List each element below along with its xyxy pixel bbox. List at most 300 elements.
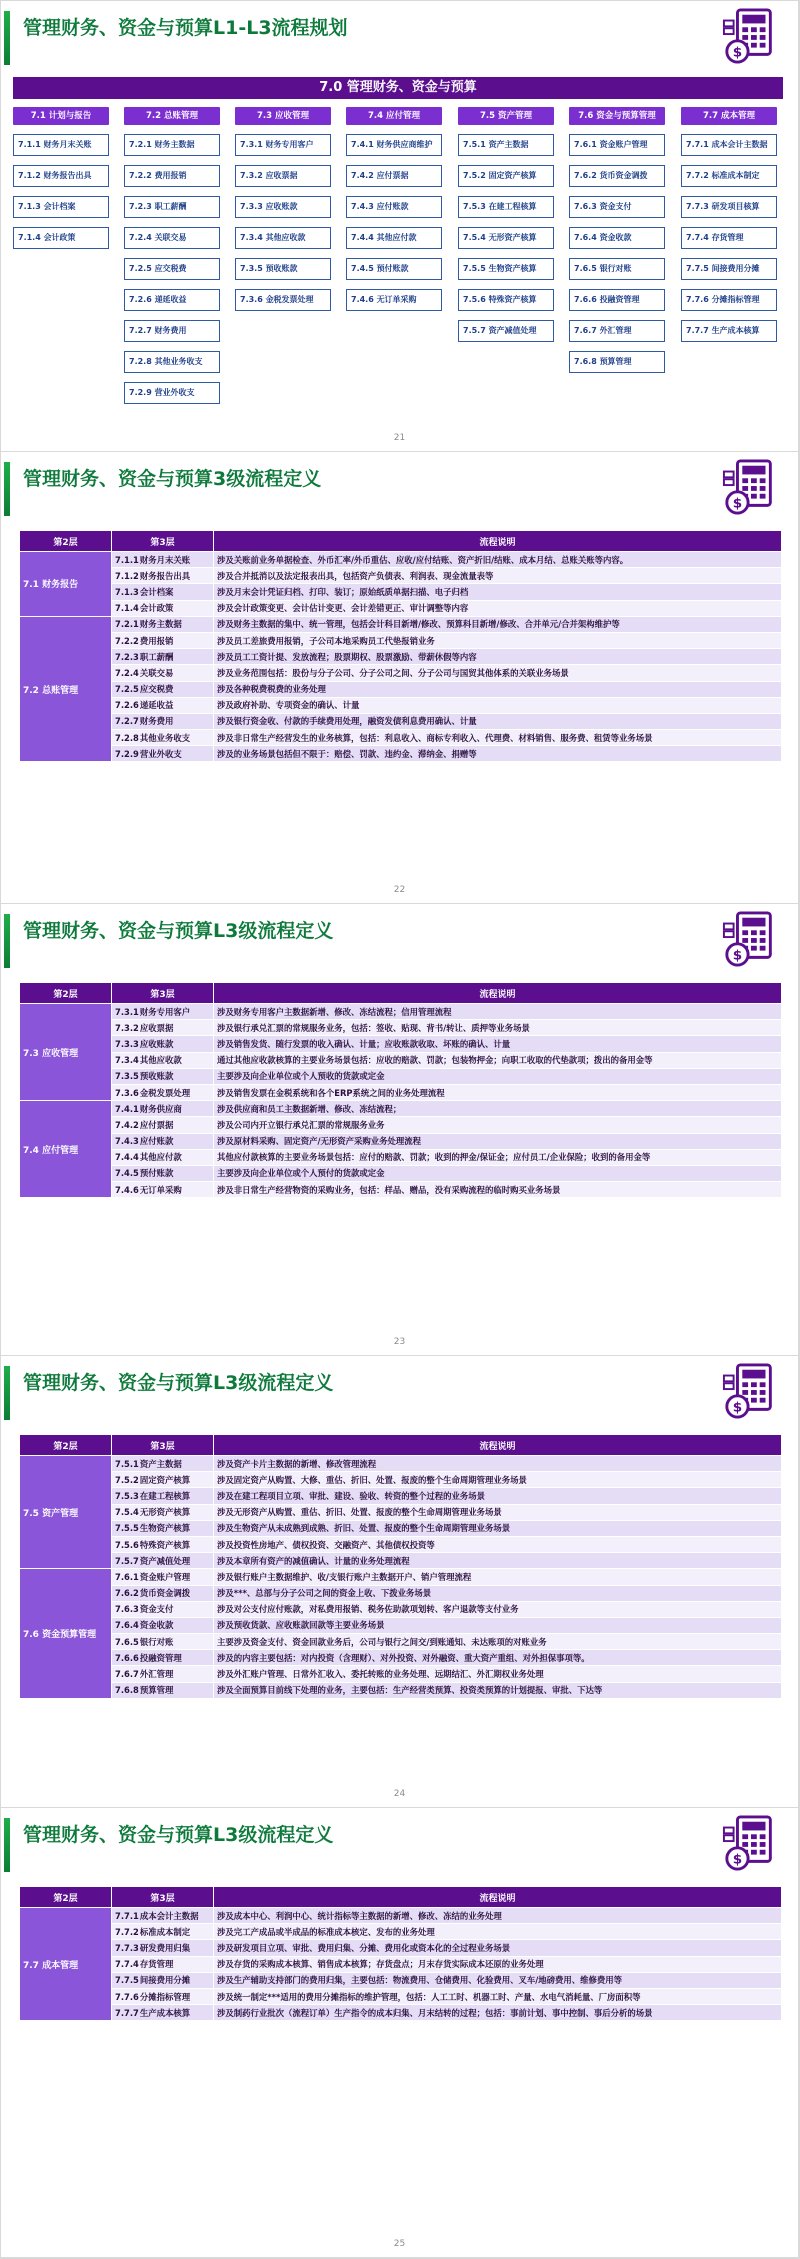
process-name: 银行对账 xyxy=(139,1636,174,1647)
level-3-cell xyxy=(112,1908,214,1924)
l3-process-box: 7.5.4 无形资产核算 xyxy=(458,227,554,249)
process-name: 应收票据 xyxy=(139,1022,174,1033)
table-row xyxy=(20,2005,782,2021)
process-code: 7.3.3 xyxy=(115,1038,139,1049)
process-name: 生物资产核算 xyxy=(139,1523,191,1534)
table-row xyxy=(20,1617,782,1633)
level-2-cell: 7.6 资金预算管理 xyxy=(20,1569,112,1699)
process-name: 其他应付款 xyxy=(139,1152,182,1163)
l3-process-box: 7.6.1 资金账户管理 xyxy=(569,134,665,156)
process-name: 在建工程核算 xyxy=(139,1490,191,1501)
process-name: 资产主数据 xyxy=(139,1458,182,1469)
l2-column xyxy=(346,107,442,311)
l2-column-header: 7.6 资金与预算管理 xyxy=(569,107,665,125)
process-name: 资金账户管理 xyxy=(139,1571,191,1582)
level-3-cell xyxy=(112,1666,214,1682)
process-name: 资金收款 xyxy=(139,1620,174,1631)
process-description: 涉及生产辅助支持部门的费用归集，主要包括：物流费用、仓储费用、化验费用、叉车/地磅费用、维修费用等 xyxy=(214,1972,782,1988)
process-name: 财务主数据 xyxy=(139,619,182,630)
level-3-cell xyxy=(112,1682,214,1698)
level-3-cell xyxy=(112,1940,214,1956)
l3-process-box: 7.1.3 会计档案 xyxy=(13,196,109,218)
level-2-cell: 7.1 财务报告 xyxy=(20,552,112,617)
process-code: 7.3.5 xyxy=(115,1071,139,1082)
l3-process-box: 7.6.7 外汇管理 xyxy=(569,320,665,342)
level-3-cell xyxy=(112,1504,214,1520)
l3-process-box: 7.4.3 应付账款 xyxy=(346,196,442,218)
l3-process-box: 7.3.1 财务专用客户 xyxy=(235,134,331,156)
process-code: 7.1.1 xyxy=(115,554,139,565)
table-row xyxy=(20,1084,782,1100)
table-row xyxy=(20,1052,782,1068)
process-code: 7.4.6 xyxy=(115,1184,139,1195)
process-description: 涉及公司内开立银行承兑汇票的常规服务业务 xyxy=(214,1117,782,1133)
process-description: 涉及业务范围包括：股份与分子公司、分子公司之间、分子公司与国贸其他体系的关联业务场景 xyxy=(214,665,782,681)
l3-process-box: 7.5.5 生物资产核算 xyxy=(458,258,554,280)
level-3-cell xyxy=(112,665,214,681)
process-description: 涉及员工工资计提、发放流程；股票期权、股票激励、带薪休假等内容 xyxy=(214,649,782,665)
table-row xyxy=(20,649,782,665)
process-name: 财务费用 xyxy=(139,716,174,727)
l3-process-box: 7.5.6 特殊资产核算 xyxy=(458,289,554,311)
process-table xyxy=(19,1886,782,2021)
process-code: 7.1.4 xyxy=(115,603,139,614)
calculator-finance-icon xyxy=(722,1362,780,1420)
l3-process-box: 7.5.1 资产主数据 xyxy=(458,134,554,156)
level-3-cell xyxy=(112,1634,214,1650)
l3-process-box: 7.7.1 成本会计主数据 xyxy=(681,134,777,156)
level-3-cell xyxy=(112,1068,214,1084)
l3-process-box: 7.6.6 投融资管理 xyxy=(569,289,665,311)
table-row xyxy=(20,1149,782,1165)
process-code: 7.5.2 xyxy=(115,1474,139,1485)
l3-process-box: 7.3.6 金税发票处理 xyxy=(235,289,331,311)
table-row xyxy=(20,1908,782,1924)
process-description: 涉及固定资产从购置、大修、重估、折旧、处置、报废的整个生命周期管理业务场景 xyxy=(214,1472,782,1488)
l3-process-box: 7.6.8 预算管理 xyxy=(569,351,665,373)
level-3-cell xyxy=(112,697,214,713)
process-name: 财务月末关账 xyxy=(139,554,191,565)
calculator-finance-icon xyxy=(722,7,780,65)
process-table xyxy=(19,982,782,1198)
process-code: 7.4.4 xyxy=(115,1152,139,1163)
process-description: 涉及原材料采购、固定资产/无形资产采购业务处理流程 xyxy=(214,1133,782,1149)
l3-process-box: 7.4.1 财务供应商维护 xyxy=(346,134,442,156)
l3-process-box: 7.3.3 应收账款 xyxy=(235,196,331,218)
process-description: 涉及的业务场景包括但不限于：赔偿、罚款、违约金、滞纳金、捐赠等 xyxy=(214,746,782,762)
table-row xyxy=(20,1101,782,1117)
process-name: 营业外收支 xyxy=(139,748,182,759)
table-row xyxy=(20,600,782,616)
l2-column xyxy=(13,107,109,249)
level-3-cell xyxy=(112,713,214,729)
table-row xyxy=(20,1165,782,1181)
slide-title: 管理财务、资金与预算L3级流程定义 xyxy=(23,920,334,942)
slide-1 xyxy=(1,1,798,451)
level-3-cell xyxy=(112,1020,214,1036)
title-accent-bar xyxy=(4,914,10,968)
l3-process-box: 7.5.3 在建工程核算 xyxy=(458,196,554,218)
title-accent-bar xyxy=(4,462,10,516)
process-code: 7.6.2 xyxy=(115,1588,139,1599)
header-description: 流程说明 xyxy=(214,1435,782,1456)
process-description: 涉及月末会计凭证归档、打印、装订；原始纸质单据扫描、电子归档 xyxy=(214,584,782,600)
header-level-3: 第3层 xyxy=(112,983,214,1004)
l3-process-box: 7.6.4 资金收款 xyxy=(569,227,665,249)
l3-process-box: 7.1.1 财务月末关账 xyxy=(13,134,109,156)
table-row xyxy=(20,1472,782,1488)
process-description: 涉及生物资产从未成熟到成熟、折旧、处置、报废的整个生命周期管理业务场景 xyxy=(214,1520,782,1536)
process-name: 会计档案 xyxy=(139,586,174,597)
l3-process-box: 7.2.5 应交税费 xyxy=(124,258,220,280)
process-name: 其他应收款 xyxy=(139,1055,182,1066)
table-row xyxy=(20,1956,782,1972)
process-description: 主要涉及向企业单位或个人预收的货款或定金 xyxy=(214,1068,782,1084)
level-3-cell xyxy=(112,1488,214,1504)
process-code: 7.2.8 xyxy=(115,732,139,743)
process-code: 7.5.6 xyxy=(115,1539,139,1550)
process-code: 7.5.7 xyxy=(115,1555,139,1566)
process-code: 7.6.6 xyxy=(115,1652,139,1663)
level-3-cell xyxy=(112,584,214,600)
level-2-cell: 7.2 总账管理 xyxy=(20,616,112,762)
l3-process-box: 7.7.5 间接费用分摊 xyxy=(681,258,777,280)
level-3-cell xyxy=(112,1617,214,1633)
process-description: 通过其他应收款核算的主要业务场景包括：应收的赔款、罚款；包装物押金；向职工收取的代垫款项；拨出的备用金等 xyxy=(214,1052,782,1068)
process-name: 财务专用客户 xyxy=(139,1006,191,1017)
l3-process-box: 7.4.5 预付账款 xyxy=(346,258,442,280)
title-accent-bar xyxy=(4,1366,10,1420)
table-row xyxy=(20,1068,782,1084)
l2-column xyxy=(458,107,554,342)
table-row xyxy=(20,665,782,681)
table-row xyxy=(20,552,782,568)
process-description: 涉及投资性房地产、债权投资、交融资产、其他债权投资等 xyxy=(214,1536,782,1552)
process-code: 7.6.4 xyxy=(115,1620,139,1631)
process-description: 涉及银行承兑汇票的常规服务业务，包括：签收、贴现、背书/转让、质押等业务场景 xyxy=(214,1020,782,1036)
level-3-cell xyxy=(112,552,214,568)
table-row xyxy=(20,1520,782,1536)
level-3-cell xyxy=(112,1052,214,1068)
level-3-cell xyxy=(112,1117,214,1133)
process-description: 涉及银行资金收、付款的手续费用处理，融资发债利息费用确认、计量 xyxy=(214,713,782,729)
process-name: 研发费用归集 xyxy=(139,1942,191,1953)
process-code: 7.6.7 xyxy=(115,1669,139,1680)
process-code: 7.5.4 xyxy=(115,1507,139,1518)
process-name: 应收账款 xyxy=(139,1038,174,1049)
process-name: 应付票据 xyxy=(139,1119,174,1130)
table-row xyxy=(20,1650,782,1666)
process-code: 7.4.1 xyxy=(115,1103,139,1114)
process-name: 资金支付 xyxy=(139,1604,174,1615)
process-name: 会计政策 xyxy=(139,603,174,614)
process-code: 7.3.6 xyxy=(115,1087,139,1098)
table-row xyxy=(20,616,782,632)
l3-process-box: 7.2.4 关联交易 xyxy=(124,227,220,249)
l3-process-box: 7.2.8 其他业务收支 xyxy=(124,351,220,373)
level-3-cell xyxy=(112,1520,214,1536)
process-description: 涉及各种税费税费的业务处理 xyxy=(214,681,782,697)
table-row xyxy=(20,1488,782,1504)
page-number: 25 xyxy=(393,2239,406,2249)
l2-column xyxy=(569,107,665,373)
l3-process-box: 7.2.1 财务主数据 xyxy=(124,134,220,156)
level-2-cell: 7.4 应付管理 xyxy=(20,1101,112,1198)
process-name: 其他业务收支 xyxy=(139,732,191,743)
l3-process-box: 7.6.3 资金支付 xyxy=(569,196,665,218)
process-name: 无形资产核算 xyxy=(139,1507,191,1518)
header-level-2: 第2层 xyxy=(20,1435,112,1456)
table-row xyxy=(20,1456,782,1472)
process-description: 涉及外汇账户管理、日常外汇收入、委托转账的业务处理、远期结汇、外汇期权业务处理 xyxy=(214,1666,782,1682)
table-row xyxy=(20,730,782,746)
table-row xyxy=(20,1036,782,1052)
l2-column-header: 7.5 资产管理 xyxy=(458,107,554,125)
l2-column xyxy=(124,107,220,404)
process-name: 生产成本核算 xyxy=(139,2007,191,2018)
process-name: 标准成本制定 xyxy=(139,1926,191,1937)
l3-process-box: 7.2.9 营业外收支 xyxy=(124,382,220,404)
process-description: 涉及供应商和员工主数据新增、修改、冻结流程； xyxy=(214,1101,782,1117)
level-3-cell xyxy=(112,1536,214,1552)
process-name: 间接费用分摊 xyxy=(139,1975,191,1986)
process-name: 预付账款 xyxy=(139,1168,174,1179)
table-row xyxy=(20,1182,782,1198)
l3-process-box: 7.6.2 货币资金调拨 xyxy=(569,165,665,187)
level-2-cell: 7.5 资产管理 xyxy=(20,1456,112,1569)
header-level-2: 第2层 xyxy=(20,531,112,552)
level-3-cell xyxy=(112,1972,214,1988)
process-description: 涉及在建工程项目立项、审批、建设、验收、转资的整个过程的业务场景 xyxy=(214,1488,782,1504)
slide-3 xyxy=(1,904,798,1355)
header-level-3: 第3层 xyxy=(112,1435,214,1456)
l2-column-header: 7.4 应付管理 xyxy=(346,107,442,125)
process-code: 7.4.3 xyxy=(115,1136,139,1147)
table-row xyxy=(20,1133,782,1149)
page-number: 23 xyxy=(393,1337,406,1347)
l2-column-header: 7.1 计划与报告 xyxy=(13,107,109,125)
table-row xyxy=(20,1004,782,1020)
l2-column-header: 7.7 成本管理 xyxy=(681,107,777,125)
slide-title: 管理财务、资金与预算3级流程定义 xyxy=(23,468,322,490)
process-description: 涉及销售发货、随行发票的收入确认、计量；应收账款收取、坏账的确认、计量 xyxy=(214,1036,782,1052)
l3-process-box: 7.7.7 生产成本核算 xyxy=(681,320,777,342)
process-name: 财务供应商 xyxy=(139,1103,182,1114)
process-code: 7.7.4 xyxy=(115,1959,139,1970)
process-description: 涉及资产卡片主数据的新增、修改管理流程 xyxy=(214,1456,782,1472)
l2-column xyxy=(235,107,331,311)
level-2-cell: 7.7 成本管理 xyxy=(20,1908,112,2021)
process-description: 主要涉及资金支付、资金回款业务后，公司与银行之间交/到账通知、未达账项的对账业务 xyxy=(214,1634,782,1650)
level-3-cell xyxy=(112,1553,214,1569)
process-name: 关联交易 xyxy=(139,667,174,678)
level-3-cell xyxy=(112,1149,214,1165)
l2-column-header: 7.2 总账管理 xyxy=(124,107,220,125)
table-row xyxy=(20,1536,782,1552)
table-row xyxy=(20,746,782,762)
level-3-cell xyxy=(112,1472,214,1488)
table-row xyxy=(20,1585,782,1601)
process-description: 涉及财务专用客户主数据新增、修改、冻结流程；信用管理流程 xyxy=(214,1004,782,1020)
level-3-cell xyxy=(112,1182,214,1198)
table-row xyxy=(20,1504,782,1520)
process-description: 涉及非日常生产经营物资的采购业务，包括：样品、赠品，没有采购流程的临时购买业务场景 xyxy=(214,1182,782,1198)
level-3-cell xyxy=(112,1456,214,1472)
process-description: 涉及完工产成品或半成品的标准成本核定、发布的业务处理 xyxy=(214,1924,782,1940)
table-row xyxy=(20,697,782,713)
process-code: 7.2.5 xyxy=(115,684,139,695)
l3-process-box: 7.7.6 分摊指标管理 xyxy=(681,289,777,311)
process-code: 7.1.2 xyxy=(115,570,139,581)
table-row xyxy=(20,1553,782,1569)
l3-process-box: 7.2.7 财务费用 xyxy=(124,320,220,342)
level-3-cell xyxy=(112,1133,214,1149)
process-code: 7.2.7 xyxy=(115,716,139,727)
process-description: 涉及制药行业批次（流程订单）生产指令的成本归集、月末结转的过程；包括：事前计划、事中控制、事后分析的场景 xyxy=(214,2005,782,2021)
table-row xyxy=(20,632,782,648)
process-name: 固定资产核算 xyxy=(139,1474,191,1485)
process-code: 7.2.1 xyxy=(115,619,139,630)
slide-title: 管理财务、资金与预算L3级流程定义 xyxy=(23,1824,334,1846)
table-row xyxy=(20,1117,782,1133)
level-3-cell xyxy=(112,746,214,762)
process-description: 涉及无形资产从购置、重估、折旧、处置、报废的整个生命周期管理业务场景 xyxy=(214,1504,782,1520)
process-table xyxy=(19,530,782,762)
process-description: 涉及银行账户主数据维护、收/支银行账户主数据开户、销户管理流程 xyxy=(214,1569,782,1585)
process-code: 7.7.5 xyxy=(115,1975,139,1986)
table-row xyxy=(20,568,782,584)
process-code: 7.3.1 xyxy=(115,1006,139,1017)
table-row xyxy=(20,1020,782,1036)
l3-process-box: 7.5.2 固定资产核算 xyxy=(458,165,554,187)
level-3-cell xyxy=(112,1004,214,1020)
process-name: 应交税费 xyxy=(139,684,174,695)
process-code: 7.6.1 xyxy=(115,1571,139,1582)
process-code: 7.7.7 xyxy=(115,2007,139,2018)
level-3-cell xyxy=(112,600,214,616)
process-description: 涉及存货的采购成本核算、销售成本核算；存货盘点；月末存货实际成本还原的业务处理 xyxy=(214,1956,782,1972)
table-row xyxy=(20,1634,782,1650)
process-name: 无订单采购 xyxy=(139,1184,182,1195)
process-description: 涉及成本中心、利润中心、统计指标等主数据的新增、修改、冻结的业务处理 xyxy=(214,1908,782,1924)
slide-title: 管理财务、资金与预算L1-L3流程规划 xyxy=(23,17,348,39)
table-row xyxy=(20,1988,782,2004)
process-code: 7.4.5 xyxy=(115,1168,139,1179)
process-code: 7.7.6 xyxy=(115,1991,139,2002)
slide-title: 管理财务、资金与预算L3级流程定义 xyxy=(23,1372,334,1394)
table-row xyxy=(20,1682,782,1698)
level-3-cell xyxy=(112,1084,214,1100)
process-description: 涉及财务主数据的集中、统一管理，包括会计科目新增/修改、预算科目新增/修改、合并单元/合并架构维护等 xyxy=(214,616,782,632)
level-3-cell xyxy=(112,1988,214,2004)
l3-process-box: 7.3.2 应收票据 xyxy=(235,165,331,187)
process-code: 7.7.2 xyxy=(115,1926,139,1937)
process-name: 外汇管理 xyxy=(139,1669,174,1680)
process-description: 涉及研发项目立项、审批、费用归集、分摊、费用化或资本化的全过程业务场景 xyxy=(214,1940,782,1956)
process-code: 7.4.2 xyxy=(115,1119,139,1130)
l3-process-box: 7.1.2 财务报告出具 xyxy=(13,165,109,187)
l1-banner: 7.0 管理财务、资金与预算 xyxy=(13,77,783,99)
process-code: 7.2.4 xyxy=(115,667,139,678)
process-name: 预算管理 xyxy=(139,1685,174,1696)
header-description: 流程说明 xyxy=(214,531,782,552)
process-description: 涉及本章所有资产的减值确认、计量的业务处理流程 xyxy=(214,1553,782,1569)
l3-process-box: 7.2.3 职工薪酬 xyxy=(124,196,220,218)
process-name: 金税发票处理 xyxy=(139,1087,191,1098)
level-3-cell xyxy=(112,730,214,746)
l3-process-box: 7.3.4 其他应收款 xyxy=(235,227,331,249)
level-2-cell: 7.3 应收管理 xyxy=(20,1004,112,1101)
slide-4 xyxy=(1,1356,798,1807)
process-code: 7.5.1 xyxy=(115,1458,139,1469)
process-description: 涉及全面预算目前线下处理的业务，主要包括：生产经营类预算、投资类预算的计划提报、审批、下达等 xyxy=(214,1682,782,1698)
process-description: 涉及关账前业务单据检查、外币汇率/外币重估、应收/应付结账、资产折旧/结账、成本月结、总账关账等内容。 xyxy=(214,552,782,568)
title-accent-bar xyxy=(4,11,10,65)
process-code: 7.2.6 xyxy=(115,700,139,711)
process-description: 涉及的内容主要包括：对内投资（含理财）、对外投资、对外融资、重大资产重组、对外担保事项等。 xyxy=(214,1650,782,1666)
level-3-cell xyxy=(112,1569,214,1585)
header-description: 流程说明 xyxy=(214,1887,782,1908)
l3-process-box: 7.4.6 无订单采购 xyxy=(346,289,442,311)
process-code: 7.2.3 xyxy=(115,651,139,662)
process-description: 涉及预收货款、应收账款回款等主要业务场景 xyxy=(214,1617,782,1633)
page-number: 24 xyxy=(393,1789,406,1799)
process-code: 7.2.2 xyxy=(115,635,139,646)
level-3-cell xyxy=(112,1650,214,1666)
process-description: 涉及***、总部与分子公司之间的资金上收、下拨业务场景 xyxy=(214,1585,782,1601)
process-code: 7.6.8 xyxy=(115,1685,139,1696)
process-code: 7.2.9 xyxy=(115,748,139,759)
l2-column xyxy=(681,107,777,342)
process-code: 7.5.5 xyxy=(115,1523,139,1534)
process-code: 7.6.5 xyxy=(115,1636,139,1647)
l3-process-box: 7.5.7 资产减值处理 xyxy=(458,320,554,342)
header-level-2: 第2层 xyxy=(20,983,112,1004)
table-row xyxy=(20,584,782,600)
l3-process-box: 7.4.4 其他应付款 xyxy=(346,227,442,249)
process-description: 涉及对公支付应付账款，对私费用报销、税务佐助款项划转、客户退款等支付业务 xyxy=(214,1601,782,1617)
table-row xyxy=(20,1569,782,1585)
table-row xyxy=(20,1601,782,1617)
process-description: 涉及统一制定***适用的费用分摊指标的维护管理，包括：人工工时、机器工时、产量、水电气消耗量、厂房面积等 xyxy=(214,1988,782,2004)
level-3-cell xyxy=(112,568,214,584)
process-name: 预收账款 xyxy=(139,1071,174,1082)
table-row xyxy=(20,1924,782,1940)
process-name: 成本会计主数据 xyxy=(139,1910,199,1921)
header-level-2: 第2层 xyxy=(20,1887,112,1908)
process-name: 职工薪酬 xyxy=(139,651,174,662)
process-code: 7.3.2 xyxy=(115,1022,139,1033)
l3-process-box: 7.3.5 预收账款 xyxy=(235,258,331,280)
l3-process-box: 7.4.2 应付票据 xyxy=(346,165,442,187)
process-description: 涉及员工差旅费用报销，子公司本地采购员工代垫报销业务 xyxy=(214,632,782,648)
process-description: 主要涉及向企业单位或个人预付的货款或定金 xyxy=(214,1165,782,1181)
process-description: 涉及非日常生产经营发生的业务核算，包括：利息收入、商标专利收入、代理费、材料销售、服务费、租赁等业务场景 xyxy=(214,730,782,746)
l3-process-box: 7.7.3 研发项目核算 xyxy=(681,196,777,218)
process-description: 涉及会计政策变更、会计估计变更、会计差错更正、审计调整等内容 xyxy=(214,600,782,616)
table-row xyxy=(20,1940,782,1956)
process-name: 分摊指标管理 xyxy=(139,1991,191,2002)
calculator-finance-icon xyxy=(722,910,780,968)
process-description: 其他应付款核算的主要业务场景包括：应付的赔款、罚款；收到的押金/保证金；应付员工/企业保险；收到的备用金等 xyxy=(214,1149,782,1165)
l3-process-box: 7.2.2 费用报销 xyxy=(124,165,220,187)
process-name: 货币资金调拨 xyxy=(139,1588,191,1599)
l3-process-box: 7.6.5 银行对账 xyxy=(569,258,665,280)
level-3-cell xyxy=(112,632,214,648)
table-row xyxy=(20,1666,782,1682)
level-3-cell xyxy=(112,1165,214,1181)
level-3-cell xyxy=(112,1924,214,1940)
